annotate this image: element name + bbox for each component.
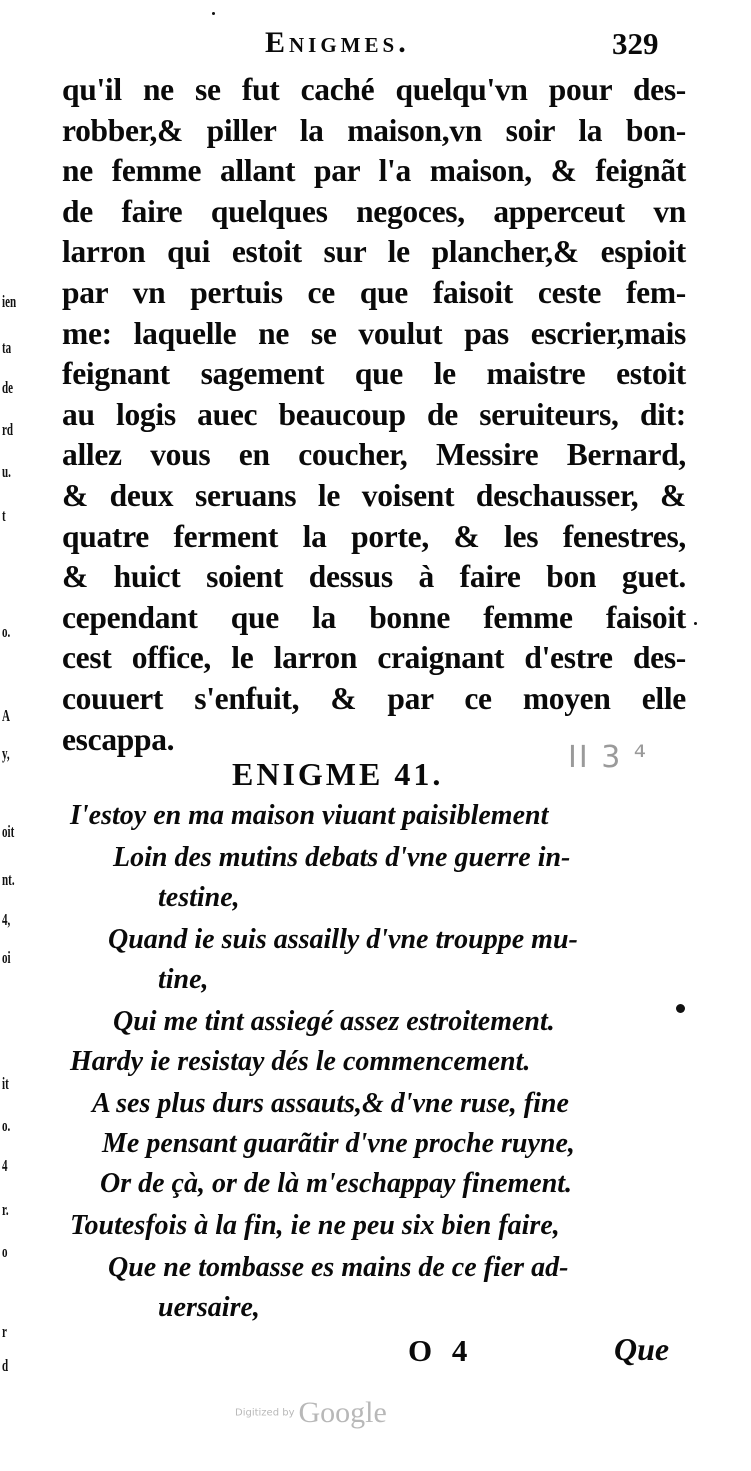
margin-fragment: u. xyxy=(2,462,11,481)
verse-line: Qui me tint assiegé assez estroitement. xyxy=(113,1006,555,1037)
verse-line: Que ne tombasse es mains de ce fier ad- xyxy=(108,1252,569,1283)
verse-line: Toutesfois à la fin, ie ne peu six bien faire, xyxy=(70,1210,560,1241)
text-line: escappa. xyxy=(62,721,175,757)
margin-fragment: rd xyxy=(2,420,14,439)
margin-fragment: ta xyxy=(2,338,12,357)
text-line: au logis auec beaucoup de seruiteurs, dit: xyxy=(62,396,686,432)
text-line: de faire quelques negoces, apperceut vn xyxy=(62,193,686,229)
verse-line: Quand ie suis assailly d'vne trouppe mu- xyxy=(108,924,578,955)
verse-line: Loin des mutins debats d'vne guerre in- xyxy=(113,842,571,873)
margin-fragment: oi xyxy=(2,948,11,967)
ink-speck xyxy=(676,1004,685,1013)
prose-paragraph xyxy=(62,70,686,760)
margin-fragment: ien xyxy=(2,292,17,311)
digitization-watermark xyxy=(235,1396,387,1430)
margin-fragment: 4, xyxy=(2,910,11,929)
text-line: larron qui estoit sur le plancher,& espioit xyxy=(62,234,686,270)
margin-fragment: o. xyxy=(2,622,11,641)
verse-line: Or de çà, or de là m'eschappay finement. xyxy=(100,1168,573,1199)
margin-fragment: d xyxy=(2,1356,9,1375)
facing-page-bleed xyxy=(0,0,30,1471)
text-line: cest office, le larron craignant d'estre des- xyxy=(62,640,686,676)
ink-speck xyxy=(694,622,697,625)
text-line: par vn pertuis ce que faisoit ceste fem- xyxy=(62,274,686,310)
verse-line: A ses plus durs assauts,& d'vne ruse, fine xyxy=(92,1088,569,1119)
text-line: feignant sagement que le maistre estoit xyxy=(62,356,686,392)
verse-line: Me pensant guarãtir d'vne proche ruyne, xyxy=(102,1128,575,1159)
text-line: allez vous en coucher, Messire Bernard, xyxy=(62,437,686,473)
catchword: Que xyxy=(614,1331,670,1367)
ink-speck xyxy=(212,12,215,15)
signature-mark: O 4 xyxy=(408,1333,474,1368)
page-header xyxy=(0,26,751,66)
enigme-heading: ENIGME 41. xyxy=(232,756,444,792)
text-line: & huict soient dessus à faire bon guet. xyxy=(62,559,686,595)
page-number: 329 xyxy=(612,26,659,61)
margin-fragment: de xyxy=(2,378,14,397)
text-line: cependant que la bonne femme faisoit xyxy=(62,599,686,635)
running-title: Enigmes. xyxy=(265,26,410,59)
text-line: couuert s'enfuit, & par ce moyen elle xyxy=(62,680,686,716)
library-shelfmark: II 3 ⁴ xyxy=(568,740,648,775)
margin-fragment: nt. xyxy=(2,870,15,889)
verse-line: I'estoy en ma maison viuant paisiblement xyxy=(70,800,549,831)
margin-fragment: o. xyxy=(2,1116,11,1135)
margin-fragment: y, xyxy=(2,744,10,763)
verse-line: Hardy ie resistay dés le commencement. xyxy=(70,1046,531,1077)
text-line: me: laquelle ne se voulut pas escrier,mais xyxy=(62,315,686,351)
margin-fragment: o xyxy=(2,1242,8,1261)
text-line: qu'il ne se fut caché quelqu'vn pour des- xyxy=(62,72,686,107)
verse-line: tine, xyxy=(158,964,209,995)
margin-fragment: oit xyxy=(2,822,15,841)
margin-fragment: t xyxy=(2,506,6,525)
text-line: ne femme allant par l'a maison, & feignãt xyxy=(62,153,686,189)
text-line: & deux seruans le voisent deschausser, & xyxy=(62,477,686,513)
watermark-prefix: Digitized by xyxy=(235,1407,295,1419)
text-line: robber,& piller la maison,vn soir la bon- xyxy=(62,112,686,148)
verse-line: testine, xyxy=(158,882,240,913)
text-line: quatre ferment la porte, & les fenestres, xyxy=(62,518,686,554)
margin-fragment: 4 xyxy=(2,1156,8,1175)
google-logo: Google xyxy=(298,1396,387,1429)
verse-line: uersaire, xyxy=(158,1292,260,1323)
margin-fragment: it xyxy=(2,1074,9,1093)
margin-fragment: r. xyxy=(2,1200,9,1219)
margin-fragment: A xyxy=(2,706,10,725)
margin-fragment: r xyxy=(2,1322,7,1341)
